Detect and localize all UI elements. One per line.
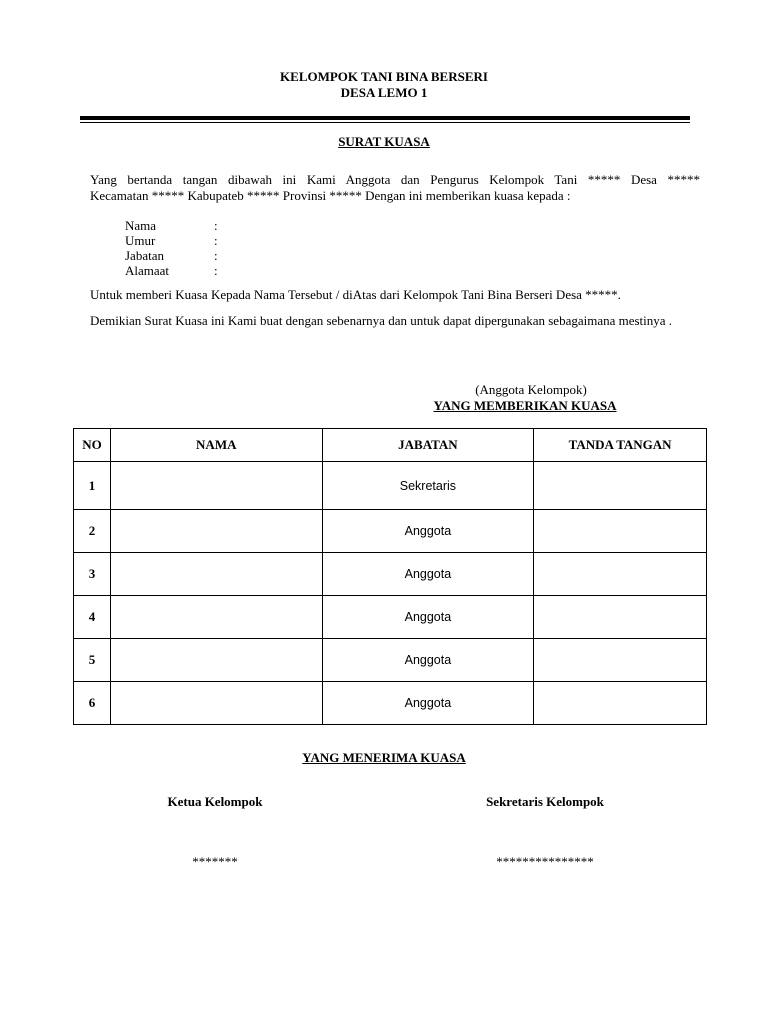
giver-section-title: YANG MEMBERIKAN KUASA — [433, 398, 617, 413]
row-number: 3 — [74, 553, 111, 596]
field-label-jabatan: Jabatan — [125, 248, 164, 263]
signature-cell — [534, 553, 707, 596]
field-colon: : — [214, 218, 218, 233]
table-row — [74, 510, 707, 553]
ketua-name-placeholder: ******* — [192, 854, 238, 869]
table-row — [74, 682, 707, 725]
name-cell — [110, 596, 322, 639]
table-row — [74, 462, 707, 510]
field-label-umur: Umur — [125, 233, 156, 248]
header-divider-thin — [80, 122, 690, 123]
organization-name: KELOMPOK TANI BINA BERSERI — [280, 69, 488, 84]
name-cell — [110, 553, 322, 596]
position-cell: Anggota — [322, 510, 534, 553]
ketua-label: Ketua Kelompok — [167, 794, 263, 809]
field-label-nama: Nama — [125, 218, 157, 233]
purpose-paragraph: Untuk memberi Kuasa Kepada Nama Tersebut / diAtas dari Kelompok Tani Bina Berseri Desa *****. — [90, 287, 621, 302]
position-cell: Sekretaris — [322, 462, 534, 510]
position-cell: Anggota — [322, 553, 534, 596]
giver-table — [73, 428, 707, 725]
village-name: DESA LEMO 1 — [340, 85, 428, 100]
row-number: 5 — [74, 639, 111, 682]
row-number: 2 — [74, 510, 111, 553]
name-cell — [110, 462, 322, 510]
column-header-no: NO — [74, 429, 111, 462]
signature-cell — [534, 596, 707, 639]
position-cell: Anggota — [322, 596, 534, 639]
column-header-tanda-tangan: TANDA TANGAN — [534, 429, 707, 462]
closing-paragraph: Demikian Surat Kuasa ini Kami buat dengan sebenarnya dan untuk dapat dipergunakan sebagaimana mestinya . — [90, 313, 673, 328]
receiver-section-title: YANG MENERIMA KUASA — [302, 750, 466, 765]
row-number: 1 — [74, 462, 111, 510]
name-cell — [110, 510, 322, 553]
position-cell: Anggota — [322, 682, 534, 725]
field-colon: : — [214, 248, 218, 263]
name-cell — [110, 682, 322, 725]
column-header-jabatan: JABATAN — [322, 429, 534, 462]
table-row — [74, 596, 707, 639]
row-number: 6 — [74, 682, 111, 725]
document-title: SURAT KUASA — [338, 134, 430, 149]
field-label-alamat: Alamaat — [125, 263, 170, 278]
position-cell: Anggota — [322, 639, 534, 682]
column-header-nama: NAMA — [110, 429, 322, 462]
name-cell — [110, 639, 322, 682]
signature-cell — [534, 462, 707, 510]
signature-cell — [534, 510, 707, 553]
intro-line-1: Yang bertanda tangan dibawah ini Kami Anggota dan Pengurus Kelompok Tani ***** Desa ***** — [90, 172, 700, 187]
field-colon: : — [214, 263, 218, 278]
table-row — [74, 639, 707, 682]
row-number: 4 — [74, 596, 111, 639]
field-colon: : — [214, 233, 218, 248]
sekretaris-name-placeholder: *************** — [496, 854, 594, 869]
signature-cell — [534, 682, 707, 725]
table-row — [74, 553, 707, 596]
giver-note: (Anggota Kelompok) — [475, 382, 587, 397]
signature-cell — [534, 639, 707, 682]
sekretaris-label: Sekretaris Kelompok — [486, 794, 604, 809]
intro-paragraph — [90, 172, 700, 204]
header-divider-thick — [80, 116, 690, 120]
table-header-row — [74, 429, 707, 462]
intro-line-2: Kecamatan ***** Kabupateb ***** Provinsi ***** Dengan ini memberikan kuasa kepada : — [90, 188, 571, 203]
